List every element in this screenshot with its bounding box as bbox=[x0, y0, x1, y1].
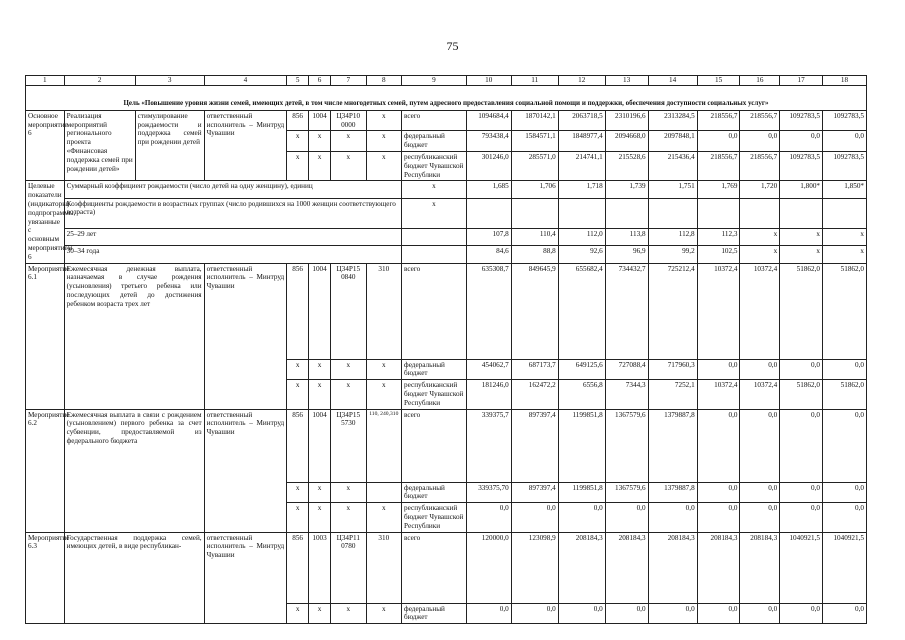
expense-type-code: x bbox=[366, 359, 402, 380]
measure-description: Реализация мероприятий регионального проекта «Финансовая поддержка семей при рождении детей» bbox=[64, 110, 135, 181]
year-value: 218556,7 bbox=[740, 151, 780, 180]
year-value: 0,0 bbox=[740, 603, 780, 624]
indicator-value: 112,0 bbox=[558, 228, 605, 245]
year-value: 181246,0 bbox=[466, 380, 511, 409]
year-value: 339375,70 bbox=[466, 482, 511, 503]
year-value: 0,0 bbox=[823, 503, 867, 532]
year-value: 301246,0 bbox=[466, 151, 511, 180]
indicator-row bbox=[26, 228, 867, 245]
section-code: 1003 bbox=[309, 532, 331, 603]
indicator-source bbox=[402, 228, 467, 245]
indicator-value: 1,769 bbox=[697, 181, 740, 198]
indicator-value: x bbox=[823, 246, 867, 263]
year-value: 0,0 bbox=[697, 359, 740, 380]
year-value: 1092783,5 bbox=[780, 110, 823, 131]
year-value: 0,0 bbox=[740, 503, 780, 532]
year-value: 727088,4 bbox=[605, 359, 648, 380]
year-value: 734432,7 bbox=[605, 263, 648, 359]
indicator-value: x bbox=[740, 246, 780, 263]
measure-name: Мероприятие 6.2 bbox=[26, 409, 65, 532]
section-code: x bbox=[309, 131, 331, 152]
indicator-value: x bbox=[780, 228, 823, 245]
indicator-value: 1,685 bbox=[466, 181, 511, 198]
year-value: 1367579,6 bbox=[605, 409, 648, 482]
goal-row bbox=[26, 86, 867, 111]
indicator-value: 1,739 bbox=[605, 181, 648, 198]
expense-type-code: x bbox=[366, 603, 402, 624]
column-number-row bbox=[26, 76, 867, 86]
funding-source: всего bbox=[402, 409, 467, 482]
responsible-executor: ответственный исполнитель – Минтруд Чувашии bbox=[204, 263, 287, 409]
target-article-code: x bbox=[331, 482, 367, 503]
funding-source: федеральный бюджет bbox=[402, 131, 467, 152]
grbs-code: x bbox=[287, 359, 309, 380]
year-value: 2063718,5 bbox=[558, 110, 605, 131]
indicator-value: 1,720 bbox=[740, 181, 780, 198]
year-value: 0,0 bbox=[648, 603, 697, 624]
indicator-row bbox=[26, 246, 867, 263]
year-value: 0,0 bbox=[780, 131, 823, 152]
year-value: 0,0 bbox=[558, 503, 605, 532]
year-value: 1870142,1 bbox=[511, 110, 558, 131]
year-value: 2310196,6 bbox=[605, 110, 648, 131]
indicator-value: 96,9 bbox=[605, 246, 648, 263]
measure-description: Ежемесячная денежная выплата, назначаемая в случае рождения (усыновления) третьего ребенка или последующих детей до достижения ребенком возраста трех лет bbox=[64, 263, 204, 409]
grbs-code: 856 bbox=[287, 263, 309, 359]
year-value: 0,0 bbox=[558, 603, 605, 624]
year-value: 1199851,8 bbox=[558, 409, 605, 482]
section-code: x bbox=[309, 482, 331, 503]
indicator-name: 30–34 года bbox=[64, 246, 401, 263]
section-code: x bbox=[309, 151, 331, 180]
column-number: 1 bbox=[26, 76, 65, 86]
column-number: 10 bbox=[466, 76, 511, 86]
indicator-value bbox=[740, 198, 780, 228]
year-value: 0,0 bbox=[697, 482, 740, 503]
year-value: 0,0 bbox=[740, 482, 780, 503]
target-article-code: Ц34Р15 0840 bbox=[331, 263, 367, 359]
funding-source: всего bbox=[402, 263, 467, 359]
section-code: x bbox=[309, 380, 331, 409]
indicator-value bbox=[823, 198, 867, 228]
section-code: 1004 bbox=[309, 110, 331, 131]
indicator-value bbox=[697, 198, 740, 228]
funding-source: федеральный бюджет bbox=[402, 603, 467, 624]
indicator-value: 110,4 bbox=[511, 228, 558, 245]
target-article-code: x bbox=[331, 359, 367, 380]
year-value: 2094668,0 bbox=[605, 131, 648, 152]
year-value: 51862,0 bbox=[780, 263, 823, 359]
expense-type-code: 310 bbox=[366, 263, 402, 359]
expense-type-code: x bbox=[366, 110, 402, 131]
column-number: 8 bbox=[366, 76, 402, 86]
year-value: 655682,4 bbox=[558, 263, 605, 359]
year-value: 454062,7 bbox=[466, 359, 511, 380]
grbs-code: x bbox=[287, 380, 309, 409]
target-article-code: Ц34Р11 0780 bbox=[331, 532, 367, 603]
section-code: x bbox=[309, 359, 331, 380]
year-value: 897397,4 bbox=[511, 409, 558, 482]
year-value: 218556,7 bbox=[697, 110, 740, 131]
year-value: 0,0 bbox=[780, 503, 823, 532]
grbs-code: 856 bbox=[287, 532, 309, 603]
year-value: 123098,9 bbox=[511, 532, 558, 603]
year-value: 0,0 bbox=[605, 603, 648, 624]
section-code: 1004 bbox=[309, 263, 331, 359]
section-code: x bbox=[309, 603, 331, 624]
indicator-row bbox=[26, 198, 867, 228]
year-value: 0,0 bbox=[697, 603, 740, 624]
responsible-executor: ответственный исполнитель – Минтруд Чувашии bbox=[204, 110, 287, 181]
year-value: 1094684,4 bbox=[466, 110, 511, 131]
target-article-code: x bbox=[331, 503, 367, 532]
indicator-value: 112,8 bbox=[648, 228, 697, 245]
year-value: 1092783,5 bbox=[823, 151, 867, 180]
column-number: 17 bbox=[780, 76, 823, 86]
year-value: 285571,0 bbox=[511, 151, 558, 180]
target-article-code: x bbox=[331, 603, 367, 624]
measure-6-3-row bbox=[26, 532, 867, 603]
expense-type-code: 310 bbox=[366, 532, 402, 603]
year-value: 0,0 bbox=[697, 503, 740, 532]
grbs-code: x bbox=[287, 603, 309, 624]
responsible-executor: ответственный исполнитель – Минтруд Чувашии bbox=[204, 409, 287, 532]
year-value: 0,0 bbox=[823, 131, 867, 152]
section-code: x bbox=[309, 503, 331, 532]
year-value: 1092783,5 bbox=[780, 151, 823, 180]
indicator-value: 1,850* bbox=[823, 181, 867, 198]
expense-type-code bbox=[366, 482, 402, 503]
grbs-code: x bbox=[287, 151, 309, 180]
year-value: 215436,4 bbox=[648, 151, 697, 180]
grbs-code: x bbox=[287, 482, 309, 503]
indicator-value: x bbox=[780, 246, 823, 263]
year-value: 208184,3 bbox=[605, 532, 648, 603]
indicator-value: 102,5 bbox=[697, 246, 740, 263]
grbs-code: 856 bbox=[287, 110, 309, 131]
year-value: 1379887,8 bbox=[648, 409, 697, 482]
target-article-code: Ц34Р15 5730 bbox=[331, 409, 367, 482]
year-value: 208184,3 bbox=[740, 532, 780, 603]
year-value: 687173,7 bbox=[511, 359, 558, 380]
indicator-value bbox=[558, 198, 605, 228]
year-value: 0,0 bbox=[740, 409, 780, 482]
grbs-code: x bbox=[287, 503, 309, 532]
year-value: 1848977,4 bbox=[558, 131, 605, 152]
year-value: 51862,0 bbox=[823, 380, 867, 409]
year-value: 717960,3 bbox=[648, 359, 697, 380]
year-value: 7344,3 bbox=[605, 380, 648, 409]
indicator-value: 1,706 bbox=[511, 181, 558, 198]
column-number: 12 bbox=[558, 76, 605, 86]
expense-type-code: 110, 240,310 bbox=[366, 409, 402, 482]
indicator-value: 107,8 bbox=[466, 228, 511, 245]
program-table bbox=[25, 75, 867, 624]
year-value: 0,0 bbox=[823, 482, 867, 503]
year-value: 897397,4 bbox=[511, 482, 558, 503]
measure-description: Ежемесячная выплата в связи с рождением (усыновлением) первого ребенка за счет субвенции, предоставляемой из федерального бюджета bbox=[64, 409, 204, 532]
year-value: 208184,3 bbox=[648, 532, 697, 603]
year-value: 214741,1 bbox=[558, 151, 605, 180]
year-value: 6556,8 bbox=[558, 380, 605, 409]
indicator-value bbox=[511, 198, 558, 228]
column-number: 11 bbox=[511, 76, 558, 86]
funding-source: республиканский бюджет Чувашской Республики bbox=[402, 503, 467, 532]
year-value: 635308,7 bbox=[466, 263, 511, 359]
indicator-value: 99,2 bbox=[648, 246, 697, 263]
year-value: 0,0 bbox=[511, 503, 558, 532]
year-value: 51862,0 bbox=[780, 380, 823, 409]
year-value: 0,0 bbox=[780, 359, 823, 380]
indicator-name: Коэффициенты рождаемости в возрастных группах (число родившихся на 1000 женщин соответствующего возраста) bbox=[64, 198, 401, 228]
year-value: 0,0 bbox=[697, 131, 740, 152]
year-value: 0,0 bbox=[740, 131, 780, 152]
year-value: 0,0 bbox=[511, 603, 558, 624]
indicator-value: 1,800* bbox=[780, 181, 823, 198]
year-value: 0,0 bbox=[466, 503, 511, 532]
year-value: 10372,4 bbox=[740, 263, 780, 359]
year-value: 1199851,8 bbox=[558, 482, 605, 503]
year-value: 120000,0 bbox=[466, 532, 511, 603]
year-value: 0,0 bbox=[605, 503, 648, 532]
funding-source: всего bbox=[402, 110, 467, 131]
year-value: 7252,1 bbox=[648, 380, 697, 409]
target-article-code: Ц34Р10 0000 bbox=[331, 110, 367, 131]
indicator-source bbox=[402, 246, 467, 263]
target-article-code: x bbox=[331, 151, 367, 180]
year-value: 339375,7 bbox=[466, 409, 511, 482]
column-number: 9 bbox=[402, 76, 467, 86]
indicator-value: 112,3 bbox=[697, 228, 740, 245]
column-number: 16 bbox=[740, 76, 780, 86]
measure-name: Мероприятие 6.1 bbox=[26, 263, 65, 409]
year-value: 0,0 bbox=[823, 603, 867, 624]
year-value: 1584571,1 bbox=[511, 131, 558, 152]
year-value: 215528,6 bbox=[605, 151, 648, 180]
indicator-value: 113,8 bbox=[605, 228, 648, 245]
year-value: 0,0 bbox=[740, 359, 780, 380]
measure-6-1-row bbox=[26, 263, 867, 359]
grbs-code: 856 bbox=[287, 409, 309, 482]
funding-source: республиканский бюджет Чувашской Республики bbox=[402, 151, 467, 180]
indicator-value bbox=[648, 198, 697, 228]
table-body bbox=[26, 76, 867, 624]
year-value: 0,0 bbox=[697, 409, 740, 482]
funding-source: федеральный бюджет bbox=[402, 482, 467, 503]
funding-source: республиканский бюджет Чувашской Республики bbox=[402, 380, 467, 409]
measure-name: Основное мероприятие 6 bbox=[26, 110, 65, 181]
measure-description: Государственная поддержка семей, имеющих детей, в виде республикан- bbox=[64, 532, 204, 624]
year-value: 0,0 bbox=[780, 482, 823, 503]
year-value: 0,0 bbox=[648, 503, 697, 532]
indicator-source: x bbox=[402, 181, 467, 198]
year-value: 1092783,5 bbox=[823, 110, 867, 131]
indicator-row bbox=[26, 181, 867, 198]
expense-type-code: x bbox=[366, 380, 402, 409]
indicator-value bbox=[466, 198, 511, 228]
indicator-value bbox=[605, 198, 648, 228]
indicator-value bbox=[780, 198, 823, 228]
goal-heading: Цель «Повышение уровня жизни семей, имеющих детей, в том числе многодетных семей, путем адресного предоставления социальной помощи и поддержки, обеспечения доступности социальных услуг» bbox=[26, 86, 867, 111]
column-number: 6 bbox=[309, 76, 331, 86]
expense-type-code: x bbox=[366, 131, 402, 152]
year-value: 1379887,8 bbox=[648, 482, 697, 503]
column-number: 4 bbox=[204, 76, 287, 86]
year-value: 725212,4 bbox=[648, 263, 697, 359]
measure-goal: стимулирование рождаемости и поддержка семей при рождении детей bbox=[135, 110, 204, 181]
year-value: 218556,7 bbox=[740, 110, 780, 131]
year-value: 51862,0 bbox=[823, 263, 867, 359]
column-number: 3 bbox=[135, 76, 204, 86]
year-value: 649125,6 bbox=[558, 359, 605, 380]
column-number: 15 bbox=[697, 76, 740, 86]
year-value: 2313284,5 bbox=[648, 110, 697, 131]
year-value: 10372,4 bbox=[697, 263, 740, 359]
measure-6-2-row bbox=[26, 409, 867, 482]
indicator-value: 84,6 bbox=[466, 246, 511, 263]
indicator-name: 25–29 лет bbox=[64, 228, 401, 245]
page-number: 75 bbox=[446, 39, 459, 53]
year-value: 1367579,6 bbox=[605, 482, 648, 503]
funding-source: федеральный бюджет bbox=[402, 359, 467, 380]
grbs-code: x bbox=[287, 131, 309, 152]
target-article-code: x bbox=[331, 131, 367, 152]
year-value: 10372,4 bbox=[697, 380, 740, 409]
responsible-executor: ответственный исполнитель – Минтруд Чувашии bbox=[204, 532, 287, 624]
year-value: 162472,2 bbox=[511, 380, 558, 409]
indicators-heading: Целевые показатели (индикаторы) подпрограммы, увязанные с основным мероприятием 6 bbox=[26, 181, 65, 263]
column-number: 18 bbox=[823, 76, 867, 86]
year-value: 208184,3 bbox=[558, 532, 605, 603]
indicator-name: Суммарный коэффициент рождаемости (число детей на одну женщину), единиц bbox=[64, 181, 401, 198]
year-value: 849645,9 bbox=[511, 263, 558, 359]
expense-type-code: x bbox=[366, 503, 402, 532]
year-value: 208184,3 bbox=[697, 532, 740, 603]
year-value: 2097848,1 bbox=[648, 131, 697, 152]
indicator-value: 88,8 bbox=[511, 246, 558, 263]
year-value: 218556,7 bbox=[697, 151, 740, 180]
column-number: 14 bbox=[648, 76, 697, 86]
target-article-code: x bbox=[331, 380, 367, 409]
indicator-value: 1,718 bbox=[558, 181, 605, 198]
year-value: 0,0 bbox=[823, 409, 867, 482]
measure-name: Мероприятие 6.3 bbox=[26, 532, 65, 624]
year-value: 1040921,5 bbox=[823, 532, 867, 603]
column-number: 7 bbox=[331, 76, 367, 86]
funding-source: всего bbox=[402, 532, 467, 603]
expense-type-code: x bbox=[366, 151, 402, 180]
year-value: 1040921,5 bbox=[780, 532, 823, 603]
column-number: 5 bbox=[287, 76, 309, 86]
indicator-value: x bbox=[740, 228, 780, 245]
indicator-value: 92,6 bbox=[558, 246, 605, 263]
indicator-value: x bbox=[823, 228, 867, 245]
column-number: 13 bbox=[605, 76, 648, 86]
year-value: 0,0 bbox=[823, 359, 867, 380]
year-value: 0,0 bbox=[466, 603, 511, 624]
year-value: 10372,4 bbox=[740, 380, 780, 409]
column-number: 2 bbox=[64, 76, 135, 86]
year-value: 0,0 bbox=[780, 409, 823, 482]
section-code: 1004 bbox=[309, 409, 331, 482]
year-value: 793438,4 bbox=[466, 131, 511, 152]
year-value: 0,0 bbox=[780, 603, 823, 624]
indicator-source: x bbox=[402, 198, 467, 228]
main-measure-6-row bbox=[26, 110, 867, 131]
indicator-value: 1,751 bbox=[648, 181, 697, 198]
